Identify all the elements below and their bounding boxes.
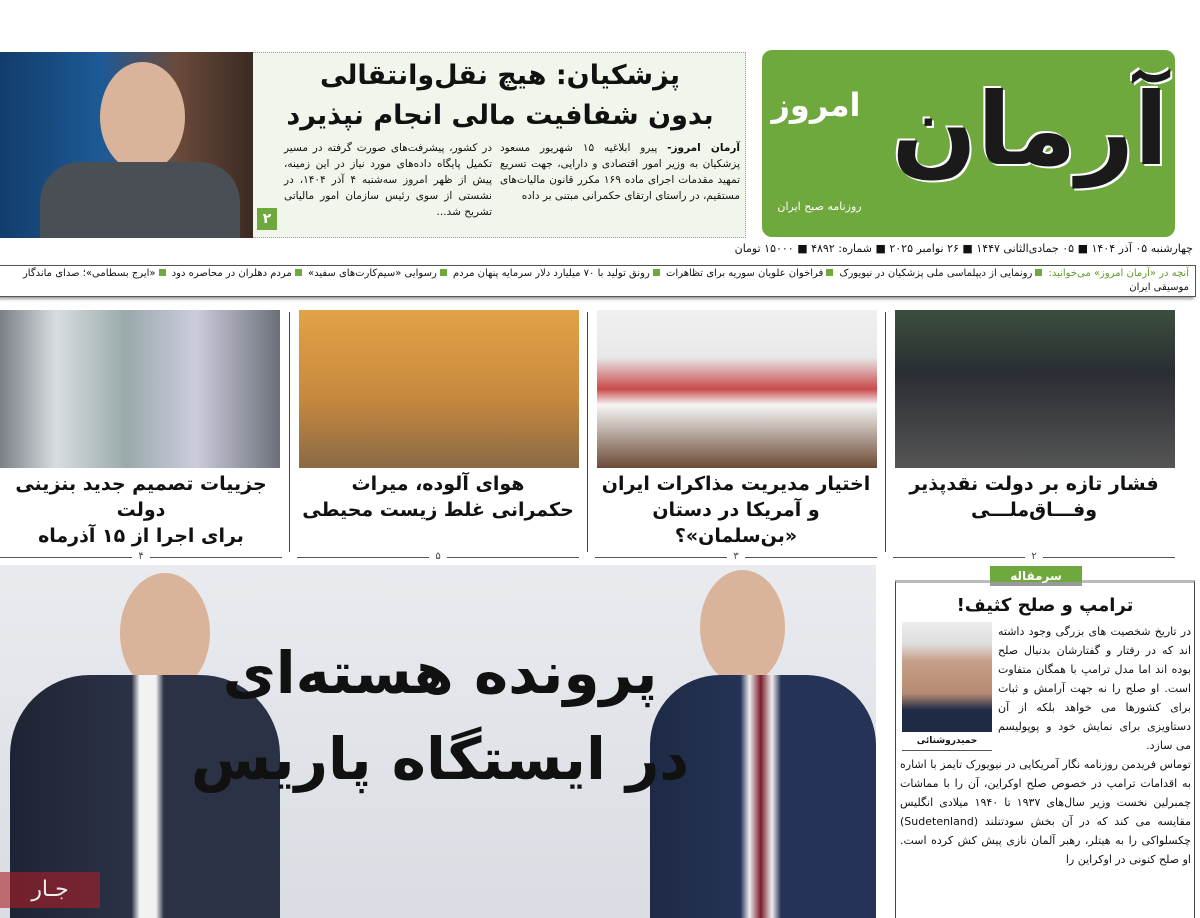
page-number-text: ۳	[727, 551, 744, 562]
lead: آرمان امروز-	[667, 142, 740, 154]
ticker-item[interactable]: «ایرج بسطامی»؛ صدای ماندگار موسیقی ایران	[22, 268, 1189, 293]
page-number-text: ۵	[429, 551, 446, 562]
dateline: چهارشنبه ۰۵ آذر ۱۴۰۴ ■ ۰۵ جمادی‌الثانی ۱۴۴۷ ■ ۲۶ نوامبر ۲۰۲۵ ■ شماره: ۴۸۹۲ ■ ۱۵۰۰۰ تومان	[734, 242, 1193, 255]
ticker-item[interactable]: رونمایی از دیپلماسی ملی پزشکیان در نیویورک	[839, 268, 1033, 279]
headline-line: در ایستگاه پاریس	[190, 725, 690, 793]
author-photo	[902, 622, 992, 732]
page-number	[595, 550, 877, 564]
page-number-text: ۲	[1025, 551, 1042, 562]
portrait-body	[40, 162, 240, 238]
page-number-text: ۴	[132, 551, 149, 562]
headline-line: وفـــاق‌ملـــی	[970, 499, 1098, 521]
top-story-headline[interactable]	[260, 56, 740, 136]
editorial-paragraph: در تاریخ شخصیت های بزرگی وجود داشته اند که در رفتار و گفتارشان بدنبال صلح بوده اند اما مدل ترامپ با همگان متفاوت است. او صلح را نه جهت آرامش و ثبات برای کشورها می خواهد بلکه از آن دستاویزی برای نمایش خود و پوپولیسم می سازد.	[998, 625, 1191, 752]
main-headline[interactable]	[150, 630, 730, 802]
column-divider	[289, 312, 290, 552]
editorial-title[interactable]: ترامپ و صلح کثیف!	[956, 595, 1134, 616]
story-photo-parliament	[895, 310, 1175, 468]
ticker-lead: آنچه در «آرمان امروز» می‌خوانید:	[1048, 268, 1189, 279]
page-number	[297, 550, 579, 564]
column-divider	[587, 312, 588, 552]
portrait-face	[100, 62, 185, 172]
ticker-item[interactable]: رونق تولید با ۷۰ میلیارد دلار سرمایه پنهان مردم	[452, 268, 650, 279]
watermark: جـار	[0, 872, 100, 908]
top-story-photo	[0, 52, 253, 238]
top-story-column-1	[500, 140, 740, 204]
headline-line: فشار تازه بر دولت نقدپذیر	[909, 473, 1159, 495]
ticker-item[interactable]: رسوایی «سیم‌کارت‌های سفید»	[307, 268, 437, 279]
page-number	[0, 550, 282, 564]
author-figure	[900, 622, 992, 751]
headline-line: بدون شفافیت مالی انجام نپذیرد	[286, 100, 714, 131]
masthead-title: آرمان	[891, 71, 1169, 188]
headline-line: حکمرانی غلط زیست محیطی	[302, 499, 574, 521]
ticker-item[interactable]: فراخوان علویان سوریه برای تظاهرات	[666, 268, 824, 279]
story-photo-gas-station	[0, 310, 280, 468]
bullet-icon	[440, 269, 447, 276]
headline-line: پرونده هسته‌ای	[222, 639, 658, 707]
headline-line: هوای آلوده، میراث	[351, 473, 525, 495]
bullet-icon	[653, 269, 660, 276]
editorial-body	[900, 622, 1191, 869]
headline-line: پزشکیان: هیچ نقل‌وانتقالی	[319, 60, 681, 91]
headline-line: جزییات تصمیم جدید بنزینی دولت	[15, 473, 267, 521]
headline-line: و آمریکا در دستان «بن‌سلمان»؟	[652, 499, 820, 547]
story-headline[interactable]	[893, 471, 1175, 523]
story-headline[interactable]	[297, 471, 579, 523]
story-photo-bin-salman	[597, 310, 877, 468]
story-photo-pollution	[299, 310, 579, 468]
author-name: حمیدروشنائی	[902, 732, 992, 751]
headline-line: اختیار مدیریت مذاکرات ایران	[601, 473, 871, 495]
page-badge: ۲	[257, 208, 277, 230]
column-divider	[885, 312, 886, 552]
editorial-paragraph: توماس فریدمن روزنامه نگار آمریکایی در نیویورک تایمز با اشاره به اقدامات ترامپ در خصوص صلح اوکراین، آن را با مماشات چمبرلین نخست وزیر سال‌های ۱۹۳۷ تا ۱۹۴۰ میلادی انگلیس مقایسه می کند که در آن بخش سودتنلند (Sudetenland) چکسلواکی را به هیتلر، رهبر آلمان نازی پیش کش کرده است. او صلح کنونی در اوکراین را	[900, 758, 1191, 866]
editorial-tag: سرمقاله	[990, 566, 1082, 586]
page-number	[893, 550, 1175, 564]
bullet-icon	[826, 269, 833, 276]
story-headline[interactable]	[0, 471, 282, 549]
masthead-subtitle: امروز	[771, 86, 861, 124]
contents-ticker	[0, 265, 1196, 297]
bullet-icon	[1035, 269, 1042, 276]
bullet-icon	[159, 269, 166, 276]
top-story-column-2: در کشور، پیشرفت‌های صورت گرفته در مسیر تکمیل پایگاه داده‌های مورد نیاز در این زمینه، پیش از ظهر امروز سه‌شنبه ۴ آذر ۱۴۰۴، در نشستی از سوی رئیس سازمان امور مالیاتی تشریح شد...	[284, 142, 493, 218]
bullet-icon	[295, 269, 302, 276]
headline-line: برای اجرا از ۱۵ آذرماه	[38, 525, 244, 547]
column-text: پیرو ابلاغیه ۱۵ شهریور مسعود پزشکیان به وزیر امور اقتصادی و دارایی، جهت تسریع تمهید مقدمات اجرای ماده ۱۶۹ مکرر قانون مالیات‌های مستقیم، در راستای ارتقای حکمرانی مبتنی بر داده	[500, 142, 741, 202]
masthead-tagline: روزنامه صبح ایران	[777, 200, 862, 213]
ticker-item[interactable]: مردم دهلران در محاصره دود	[171, 268, 292, 279]
story-headline[interactable]	[595, 471, 877, 549]
